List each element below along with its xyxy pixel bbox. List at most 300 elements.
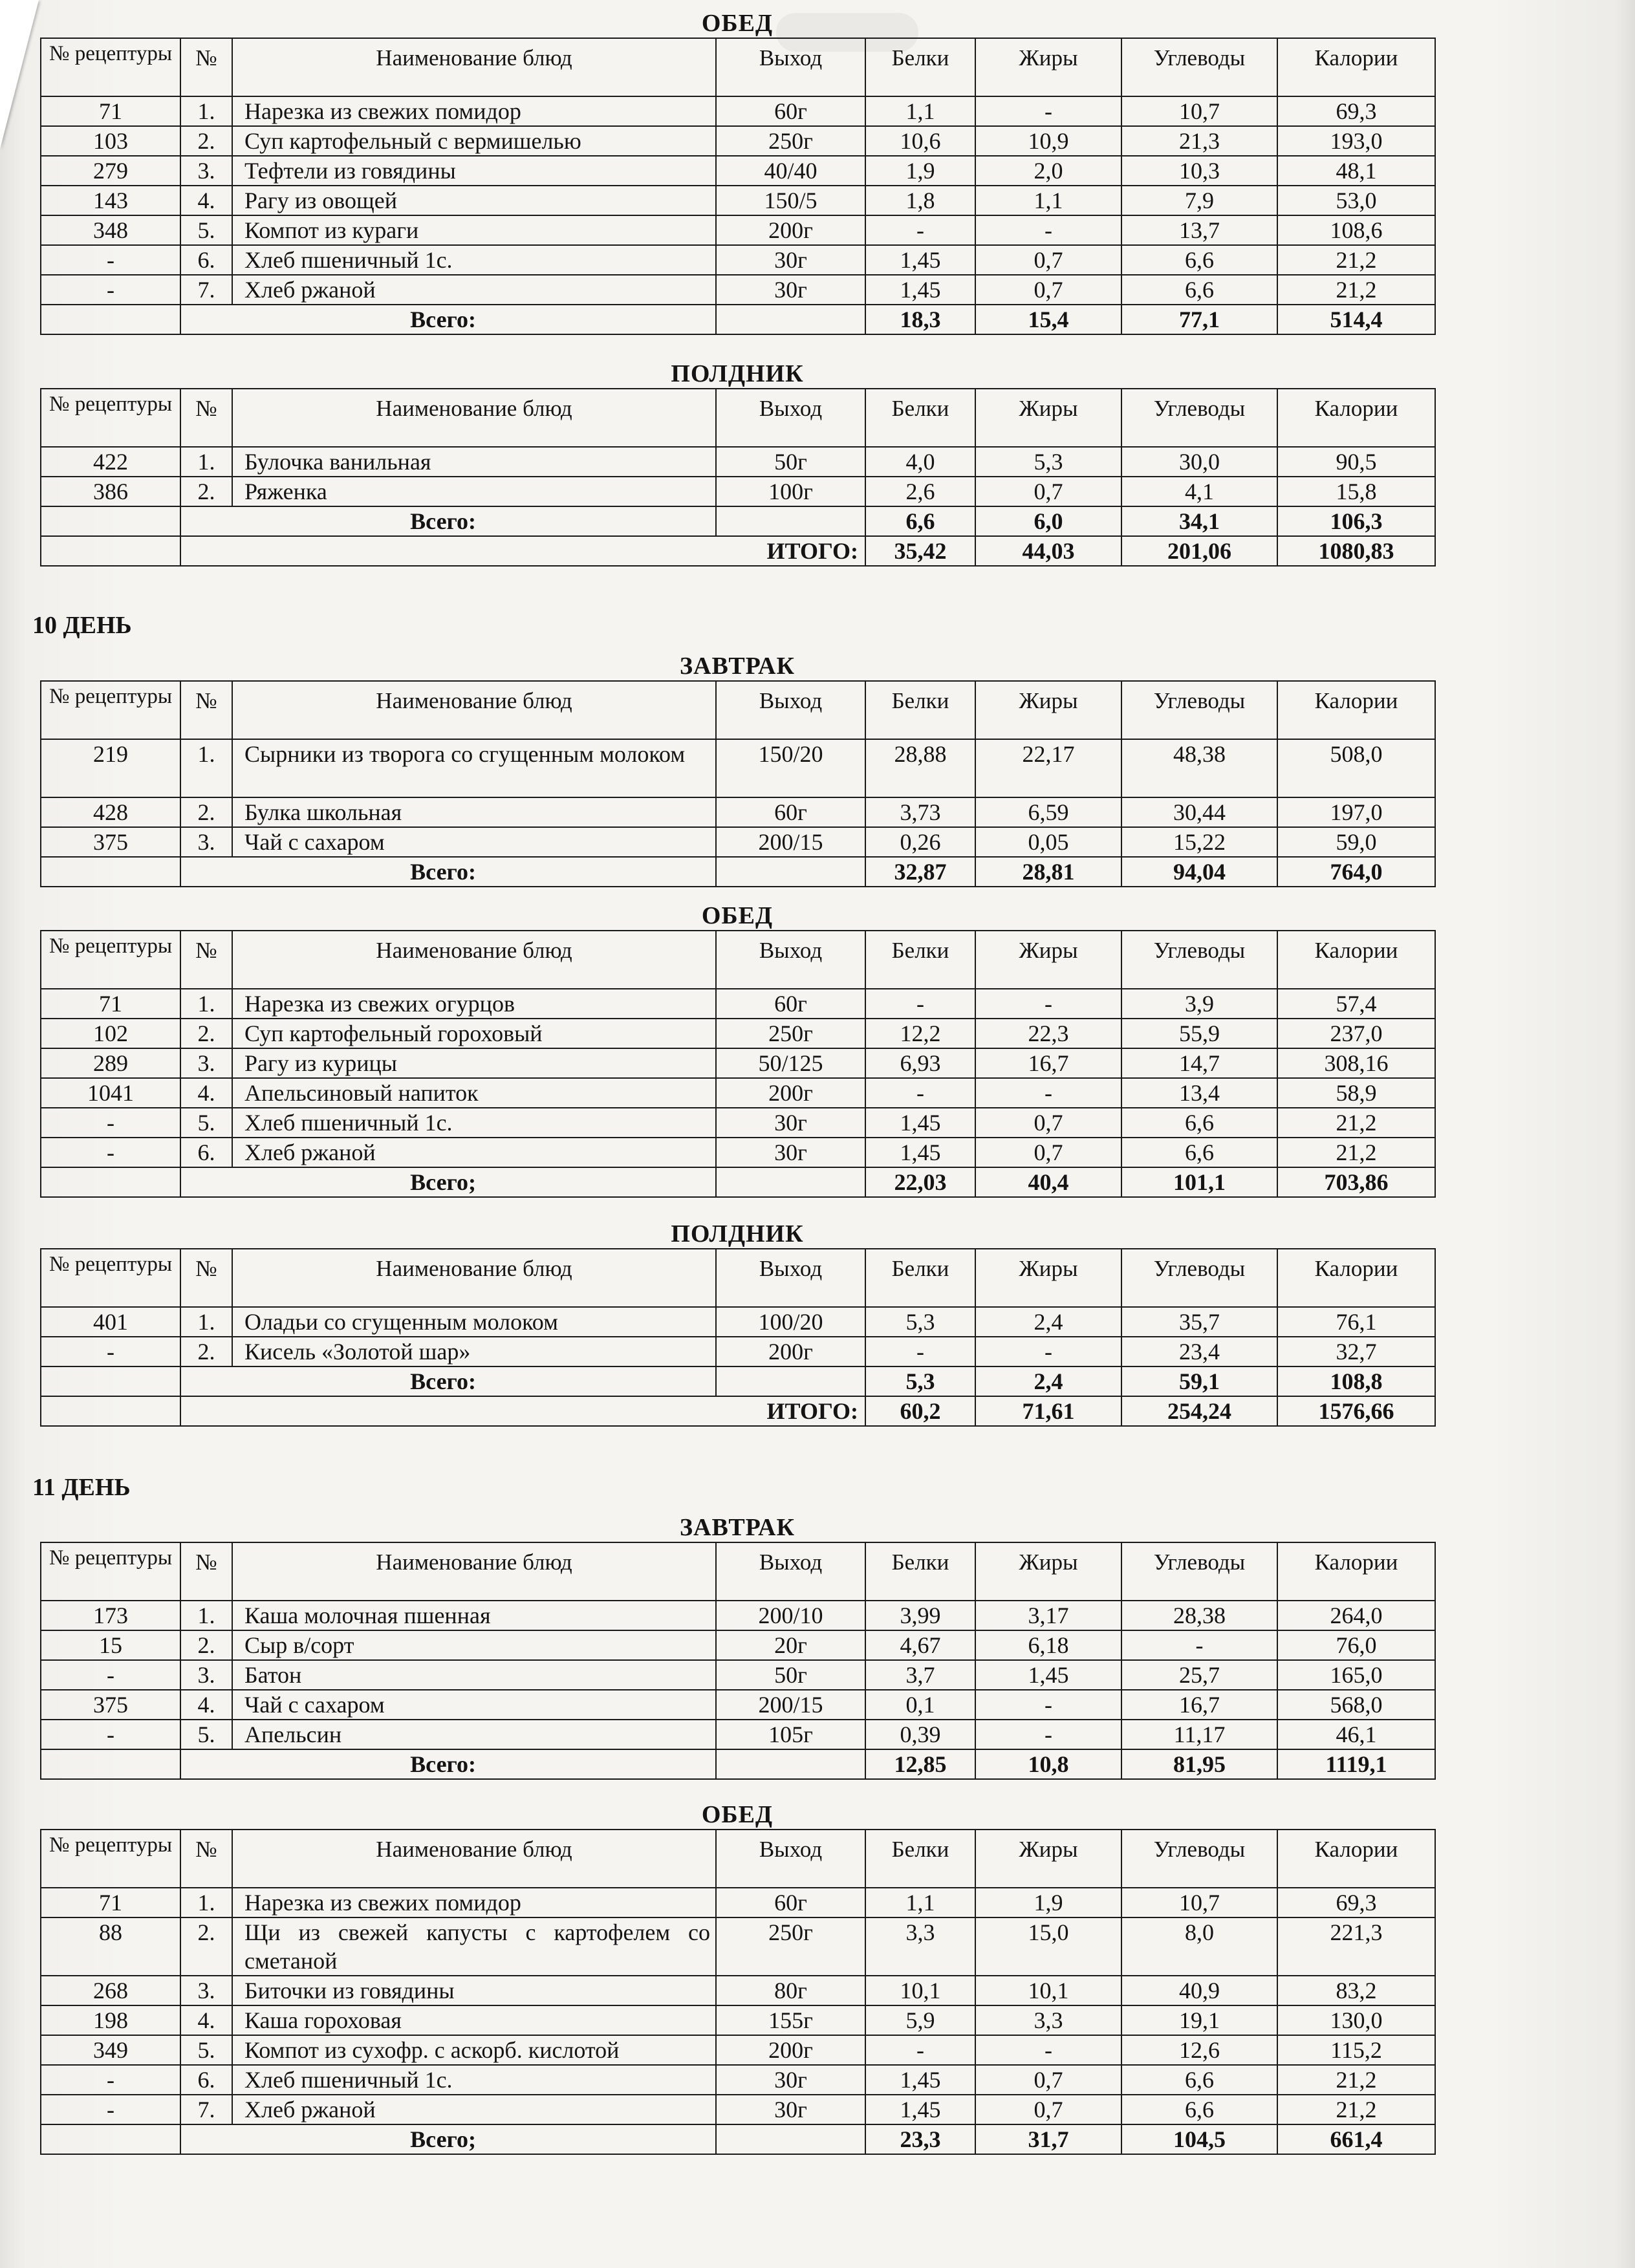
header-carb-cell: Углеводы — [1121, 681, 1277, 739]
total-protein-cell: 12,85 — [865, 1749, 975, 1779]
grand-total-row — [41, 536, 1435, 566]
header-dish-cell: Наименование блюд — [232, 931, 716, 989]
recipe-cell: 386 — [41, 477, 180, 506]
total-label: Всего: — [180, 1366, 716, 1396]
total-calorie-cell: 514,4 — [1277, 305, 1435, 334]
dish-cell: Щи из свежей капусты с картофелем со сметаной — [232, 1917, 716, 1976]
calorie-cell: 58,9 — [1277, 1078, 1435, 1108]
protein-cell: 4,67 — [865, 1630, 975, 1660]
carb-cell: 6,6 — [1121, 2065, 1277, 2095]
recipe-cell: 88 — [41, 1917, 180, 1976]
header-protein-cell: Белки — [865, 1830, 975, 1888]
carb-cell: 6,6 — [1121, 1108, 1277, 1138]
yield-cell: 250г — [716, 1019, 865, 1048]
table-row — [41, 156, 1435, 186]
table-row — [41, 245, 1435, 275]
calorie-cell: 76,1 — [1277, 1307, 1435, 1337]
protein-cell: 1,45 — [865, 275, 975, 305]
num-cell: 6. — [180, 1138, 232, 1167]
empty-cell — [41, 1167, 180, 1197]
total-protein-cell: 22,03 — [865, 1167, 975, 1197]
fat-cell: 2,4 — [975, 1307, 1121, 1337]
protein-cell: 0,39 — [865, 1720, 975, 1749]
num-cell: 5. — [180, 215, 232, 245]
header-fat-cell: Жиры — [975, 1249, 1121, 1307]
num-cell: 5. — [180, 1720, 232, 1749]
dish-cell: Каша гороховая — [232, 2005, 716, 2035]
yield-cell: 20г — [716, 1630, 865, 1660]
grand-total-calorie-cell: 1576,66 — [1277, 1396, 1435, 1426]
carb-cell: 13,7 — [1121, 215, 1277, 245]
carb-cell: 15,22 — [1121, 827, 1277, 857]
empty-cell — [41, 506, 180, 536]
num-cell: 5. — [180, 1108, 232, 1138]
total-fat-cell: 28,81 — [975, 857, 1121, 887]
table-row — [41, 1888, 1435, 1917]
header-num-cell: № — [180, 1249, 232, 1307]
header-num-cell: № — [180, 389, 232, 447]
fat-cell: 5,3 — [975, 447, 1121, 477]
table-header — [41, 389, 1435, 447]
protein-cell: 1,8 — [865, 186, 975, 215]
section-d10-obed — [40, 902, 1435, 1198]
yield-cell: 50г — [716, 447, 865, 477]
recipe-cell: 15 — [41, 1630, 180, 1660]
section-title: ЗАВТРАК — [679, 653, 796, 680]
dish-cell: Батон — [232, 1660, 716, 1690]
header-protein-cell: Белки — [865, 681, 975, 739]
header-row — [41, 389, 1435, 447]
calorie-cell: 57,4 — [1277, 989, 1435, 1019]
header-carb-cell: Углеводы — [1121, 38, 1277, 96]
fat-cell: - — [975, 1078, 1121, 1108]
num-cell: 1. — [180, 989, 232, 1019]
recipe-cell: 268 — [41, 1976, 180, 2005]
header-calorie-cell: Калории — [1277, 1830, 1435, 1888]
calorie-cell: 264,0 — [1277, 1601, 1435, 1630]
header-dish-cell: Наименование блюд — [232, 1542, 716, 1601]
recipe-cell: 198 — [41, 2005, 180, 2035]
num-cell: 2. — [180, 1630, 232, 1660]
table-row — [41, 126, 1435, 156]
num-cell: 4. — [180, 1690, 232, 1720]
total-protein-cell: 18,3 — [865, 305, 975, 334]
dish-cell: Ряженка — [232, 477, 716, 506]
carb-cell: 4,1 — [1121, 477, 1277, 506]
dish-cell: Хлеб ржаной — [232, 2095, 716, 2124]
total-protein-cell: 5,3 — [865, 1366, 975, 1396]
header-calorie-cell: Калории — [1277, 1249, 1435, 1307]
protein-cell: 2,6 — [865, 477, 975, 506]
num-cell: 2. — [180, 1019, 232, 1048]
yield-cell: 30г — [716, 1108, 865, 1138]
section-title: ПОЛДНИК — [671, 360, 804, 387]
dish-cell: Каша молочная пшенная — [232, 1601, 716, 1630]
total-carb-cell: 77,1 — [1121, 305, 1277, 334]
protein-cell: 1,9 — [865, 156, 975, 186]
header-protein-cell: Белки — [865, 38, 975, 96]
recipe-cell: 348 — [41, 215, 180, 245]
header-calorie-cell: Калории — [1277, 1542, 1435, 1601]
calorie-cell: 83,2 — [1277, 1976, 1435, 2005]
total-protein-cell: 6,6 — [865, 506, 975, 536]
dish-cell: Тефтели из говядины — [232, 156, 716, 186]
dish-cell: Компот из кураги — [232, 215, 716, 245]
fat-cell: 6,18 — [975, 1630, 1121, 1660]
num-cell: 7. — [180, 275, 232, 305]
header-calorie-cell: Калории — [1277, 931, 1435, 989]
carb-cell: 8,0 — [1121, 1917, 1277, 1976]
dish-cell: Чай с сахаром — [232, 1690, 716, 1720]
fat-cell: 0,7 — [975, 1108, 1121, 1138]
total-row — [41, 857, 1435, 887]
total-carb-cell: 104,5 — [1121, 2124, 1277, 2154]
calorie-cell: 21,2 — [1277, 2095, 1435, 2124]
num-cell: 3. — [180, 827, 232, 857]
menu-table — [40, 930, 1436, 1198]
calorie-cell: 53,0 — [1277, 186, 1435, 215]
dish-cell: Оладьи со сгущенным молоком — [232, 1307, 716, 1337]
yield-cell: 50г — [716, 1660, 865, 1690]
dish-cell: Чай с сахаром — [232, 827, 716, 857]
yield-cell: 200г — [716, 1078, 865, 1108]
table-header — [41, 681, 1435, 739]
menu-table — [40, 1829, 1436, 2155]
calorie-cell: 568,0 — [1277, 1690, 1435, 1720]
recipe-cell: 143 — [41, 186, 180, 215]
section-title: ЗАВТРАК — [679, 1514, 796, 1541]
table-header — [41, 931, 1435, 989]
header-row — [41, 1542, 1435, 1601]
header-protein-cell: Белки — [865, 1542, 975, 1601]
protein-cell: 28,88 — [865, 739, 975, 797]
calorie-cell: 308,16 — [1277, 1048, 1435, 1078]
carb-cell: 10,7 — [1121, 96, 1277, 126]
num-cell: 2. — [180, 1917, 232, 1976]
table-row — [41, 1019, 1435, 1048]
recipe-cell: - — [41, 2095, 180, 2124]
table-row — [41, 275, 1435, 305]
carb-cell: 7,9 — [1121, 186, 1277, 215]
header-row — [41, 931, 1435, 989]
dish-cell: Суп картофельный гороховый — [232, 1019, 716, 1048]
grand-total-calorie-cell: 1080,83 — [1277, 536, 1435, 566]
protein-cell: 1,45 — [865, 2095, 975, 2124]
header-carb-cell: Углеводы — [1121, 1249, 1277, 1307]
protein-cell: 5,3 — [865, 1307, 975, 1337]
header-dish-cell: Наименование блюд — [232, 1830, 716, 1888]
carb-cell: 55,9 — [1121, 1019, 1277, 1048]
protein-cell: 3,99 — [865, 1601, 975, 1630]
header-protein-cell: Белки — [865, 931, 975, 989]
header-row — [41, 1249, 1435, 1307]
protein-cell: 12,2 — [865, 1019, 975, 1048]
dish-cell: Кисель «Золотой шар» — [232, 1337, 716, 1366]
calorie-cell: 90,5 — [1277, 447, 1435, 477]
header-recipe-cell: № рецептуры — [41, 1542, 180, 1601]
section-d11-zavtrak — [40, 1513, 1435, 1780]
table-header — [41, 38, 1435, 96]
table-row — [41, 1690, 1435, 1720]
carb-cell: 10,7 — [1121, 1888, 1277, 1917]
num-cell: 6. — [180, 2065, 232, 2095]
header-recipe-cell: № рецептуры — [41, 681, 180, 739]
total-calorie-cell: 108,8 — [1277, 1366, 1435, 1396]
empty-cell — [41, 305, 180, 334]
num-cell: 6. — [180, 245, 232, 275]
carb-cell: 48,38 — [1121, 739, 1277, 797]
header-yield-cell: Выход — [716, 681, 865, 739]
recipe-cell: - — [41, 2065, 180, 2095]
calorie-cell: 15,8 — [1277, 477, 1435, 506]
header-num-cell: № — [180, 681, 232, 739]
header-fat-cell: Жиры — [975, 681, 1121, 739]
menu-table — [40, 1542, 1436, 1780]
dish-cell: Хлеб ржаной — [232, 1138, 716, 1167]
num-cell: 4. — [180, 1078, 232, 1108]
calorie-cell: 21,2 — [1277, 1138, 1435, 1167]
recipe-cell: 289 — [41, 1048, 180, 1078]
day-title-11: 11 ДЕНЬ — [32, 1474, 131, 1501]
table-row — [41, 1138, 1435, 1167]
carb-cell: 6,6 — [1121, 2095, 1277, 2124]
carb-cell: 35,7 — [1121, 1307, 1277, 1337]
protein-cell: 3,3 — [865, 1917, 975, 1976]
dish-cell: Рагу из овощей — [232, 186, 716, 215]
calorie-cell: 197,0 — [1277, 797, 1435, 827]
fat-cell: 2,0 — [975, 156, 1121, 186]
section-title: ОБЕД — [701, 902, 774, 929]
header-dish-cell: Наименование блюд — [232, 681, 716, 739]
yield-cell: 30г — [716, 275, 865, 305]
fat-cell: - — [975, 1690, 1121, 1720]
menu-table — [40, 1248, 1436, 1427]
carb-cell: 30,44 — [1121, 797, 1277, 827]
header-dish-cell: Наименование блюд — [232, 389, 716, 447]
protein-cell: 5,9 — [865, 2005, 975, 2035]
table-row — [41, 477, 1435, 506]
yield-cell: 155г — [716, 2005, 865, 2035]
header-num-cell: № — [180, 931, 232, 989]
grand-total-fat-cell: 71,61 — [975, 1396, 1121, 1426]
protein-cell: 6,93 — [865, 1048, 975, 1078]
dish-cell: Суп картофельный с вермишелью — [232, 126, 716, 156]
grand-total-label: ИТОГО: — [180, 536, 865, 566]
fat-cell: 0,7 — [975, 477, 1121, 506]
recipe-cell: 375 — [41, 1690, 180, 1720]
num-cell: 1. — [180, 1601, 232, 1630]
table-row — [41, 1630, 1435, 1660]
carb-cell: 25,7 — [1121, 1660, 1277, 1690]
calorie-cell: 76,0 — [1277, 1630, 1435, 1660]
empty-cell — [41, 1396, 180, 1426]
fat-cell: 15,0 — [975, 1917, 1121, 1976]
table-header — [41, 1542, 1435, 1601]
yield-cell: 80г — [716, 1976, 865, 2005]
total-fat-cell: 15,4 — [975, 305, 1121, 334]
table-row — [41, 797, 1435, 827]
table-row — [41, 1078, 1435, 1108]
menu-table — [40, 38, 1436, 335]
calorie-cell: 165,0 — [1277, 1660, 1435, 1690]
carb-cell: 30,0 — [1121, 447, 1277, 477]
header-calorie-cell: Калории — [1277, 38, 1435, 96]
dish-cell: Булка школьная — [232, 797, 716, 827]
header-protein-cell: Белки — [865, 389, 975, 447]
yield-cell: 200/15 — [716, 1690, 865, 1720]
yield-cell: 60г — [716, 989, 865, 1019]
dish-cell: Компот из сухофр. с аскорб. кислотой — [232, 2035, 716, 2065]
section-d9-obed — [40, 9, 1435, 335]
recipe-cell: 401 — [41, 1307, 180, 1337]
header-calorie-cell: Калории — [1277, 389, 1435, 447]
yield-cell: 200г — [716, 215, 865, 245]
fat-cell: - — [975, 96, 1121, 126]
grand-total-row — [41, 1396, 1435, 1426]
header-carb-cell: Углеводы — [1121, 931, 1277, 989]
total-fat-cell: 10,8 — [975, 1749, 1121, 1779]
dish-cell: Апельсиновый напиток — [232, 1078, 716, 1108]
protein-cell: 4,0 — [865, 447, 975, 477]
empty-cell — [41, 536, 180, 566]
fat-cell: 3,3 — [975, 2005, 1121, 2035]
empty-cell — [41, 1749, 180, 1779]
carb-cell: 14,7 — [1121, 1048, 1277, 1078]
num-cell: 1. — [180, 96, 232, 126]
fat-cell: 6,59 — [975, 797, 1121, 827]
section-d11-obed — [40, 1800, 1435, 2155]
carb-cell: 6,6 — [1121, 245, 1277, 275]
total-row — [41, 1167, 1435, 1197]
dish-cell: Булочка ванильная — [232, 447, 716, 477]
recipe-cell: 375 — [41, 827, 180, 857]
yield-cell: 150/5 — [716, 186, 865, 215]
table-body — [41, 989, 1435, 1197]
total-row — [41, 305, 1435, 334]
header-num-cell: № — [180, 1830, 232, 1888]
dish-cell: Хлеб пшеничный 1с. — [232, 245, 716, 275]
empty-cell — [41, 1366, 180, 1396]
calorie-cell: 221,3 — [1277, 1917, 1435, 1976]
carb-cell: 21,3 — [1121, 126, 1277, 156]
header-yield-cell: Выход — [716, 1542, 865, 1601]
fat-cell: 0,7 — [975, 2065, 1121, 2095]
fat-cell: 22,3 — [975, 1019, 1121, 1048]
dish-cell: Апельсин — [232, 1720, 716, 1749]
table-row — [41, 1307, 1435, 1337]
calorie-cell: 69,3 — [1277, 1888, 1435, 1917]
fat-cell: - — [975, 1337, 1121, 1366]
yield-cell: 30г — [716, 2095, 865, 2124]
table-body — [41, 1888, 1435, 2154]
section-d10-zavtrak — [40, 652, 1435, 887]
protein-cell: 10,6 — [865, 126, 975, 156]
total-label: Всего: — [180, 1749, 716, 1779]
protein-cell: 10,1 — [865, 1976, 975, 2005]
calorie-cell: 130,0 — [1277, 2005, 1435, 2035]
empty-cell — [716, 1749, 865, 1779]
fat-cell: 22,17 — [975, 739, 1121, 797]
carb-cell: 16,7 — [1121, 1690, 1277, 1720]
protein-cell: 1,45 — [865, 1138, 975, 1167]
recipe-cell: 102 — [41, 1019, 180, 1048]
table-row — [41, 186, 1435, 215]
recipe-cell: - — [41, 1138, 180, 1167]
calorie-cell: 21,2 — [1277, 2065, 1435, 2095]
header-fat-cell: Жиры — [975, 38, 1121, 96]
table-row — [41, 827, 1435, 857]
num-cell: 1. — [180, 1888, 232, 1917]
fat-cell: 10,9 — [975, 126, 1121, 156]
fat-cell: 0,05 — [975, 827, 1121, 857]
fat-cell: 1,45 — [975, 1660, 1121, 1690]
num-cell: 2. — [180, 1337, 232, 1366]
header-dish-cell: Наименование блюд — [232, 1249, 716, 1307]
yield-cell: 60г — [716, 1888, 865, 1917]
header-fat-cell: Жиры — [975, 1830, 1121, 1888]
calorie-cell: 21,2 — [1277, 245, 1435, 275]
total-label: Всего: — [180, 857, 716, 887]
total-label: Всего: — [180, 506, 716, 536]
calorie-cell: 108,6 — [1277, 215, 1435, 245]
carb-cell: 40,9 — [1121, 1976, 1277, 2005]
yield-cell: 150/20 — [716, 739, 865, 797]
total-calorie-cell: 703,86 — [1277, 1167, 1435, 1197]
table-body — [41, 739, 1435, 887]
calorie-cell: 237,0 — [1277, 1019, 1435, 1048]
table-row — [41, 2035, 1435, 2065]
calorie-cell: 115,2 — [1277, 2035, 1435, 2065]
fat-cell: - — [975, 1720, 1121, 1749]
protein-cell: 0,26 — [865, 827, 975, 857]
table-row — [41, 989, 1435, 1019]
yield-cell: 30г — [716, 2065, 865, 2095]
total-label: Всего: — [180, 305, 716, 334]
carb-cell: 3,9 — [1121, 989, 1277, 1019]
table-row — [41, 1108, 1435, 1138]
total-row — [41, 506, 1435, 536]
recipe-cell: 279 — [41, 156, 180, 186]
fat-cell: - — [975, 215, 1121, 245]
header-num-cell: № — [180, 1542, 232, 1601]
calorie-cell: 32,7 — [1277, 1337, 1435, 1366]
total-fat-cell: 6,0 — [975, 506, 1121, 536]
recipe-cell: 219 — [41, 739, 180, 797]
calorie-cell: 21,2 — [1277, 1108, 1435, 1138]
header-yield-cell: Выход — [716, 931, 865, 989]
total-carb-cell: 59,1 — [1121, 1366, 1277, 1396]
total-fat-cell: 40,4 — [975, 1167, 1121, 1197]
calorie-cell: 46,1 — [1277, 1720, 1435, 1749]
empty-cell — [716, 2124, 865, 2154]
calorie-cell: 21,2 — [1277, 275, 1435, 305]
dish-cell: Хлеб ржаной — [232, 275, 716, 305]
yield-cell: 40/40 — [716, 156, 865, 186]
carb-cell: 28,38 — [1121, 1601, 1277, 1630]
yield-cell: 50/125 — [716, 1048, 865, 1078]
calorie-cell: 59,0 — [1277, 827, 1435, 857]
protein-cell: 0,1 — [865, 1690, 975, 1720]
num-cell: 1. — [180, 739, 232, 797]
protein-cell: - — [865, 989, 975, 1019]
total-calorie-cell: 661,4 — [1277, 2124, 1435, 2154]
fat-cell: - — [975, 989, 1121, 1019]
num-cell: 3. — [180, 1048, 232, 1078]
recipe-cell: 71 — [41, 96, 180, 126]
header-carb-cell: Углеводы — [1121, 1830, 1277, 1888]
section-title: ПОЛДНИК — [671, 1220, 804, 1247]
carb-cell: 13,4 — [1121, 1078, 1277, 1108]
